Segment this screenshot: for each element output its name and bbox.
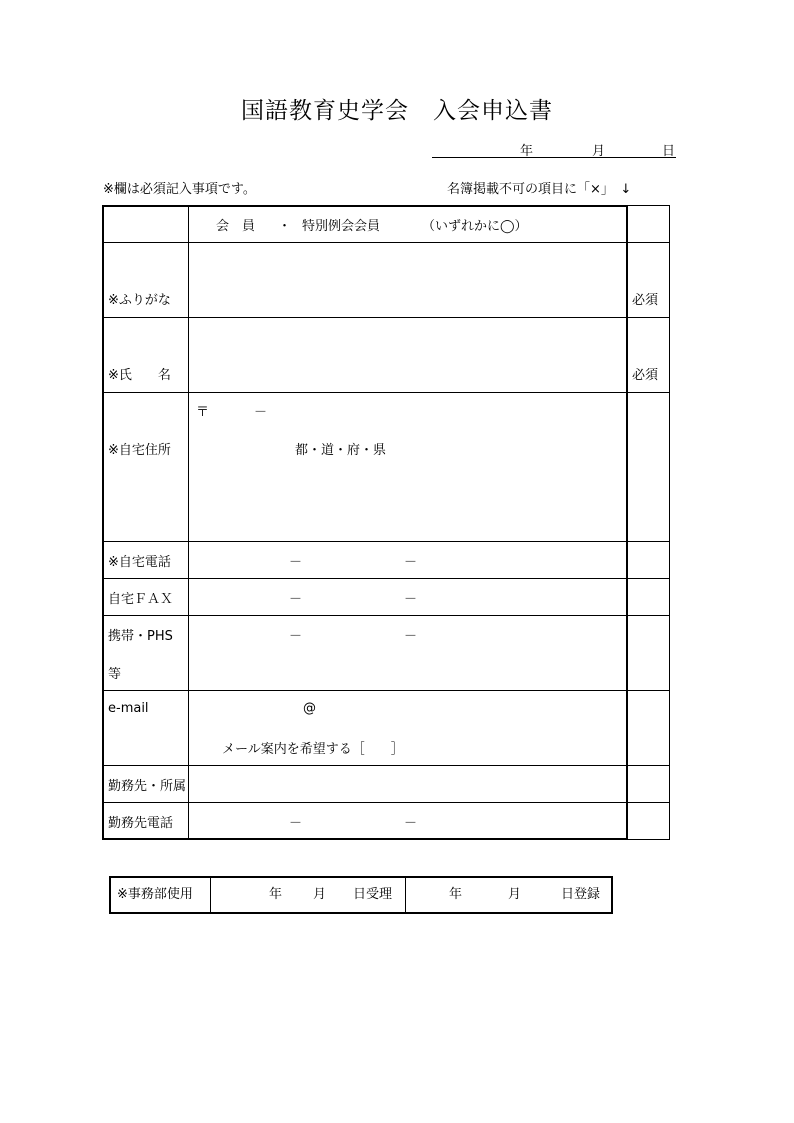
received-month: 月 [313, 887, 327, 902]
phone-label: ※自宅電話 [108, 555, 171, 570]
row-line [102, 615, 670, 616]
row-line [102, 802, 670, 803]
required-note: ※欄は必須記入事項です。 [103, 182, 256, 197]
registered-day: 日登録 [561, 887, 601, 902]
registered-month: 月 [508, 887, 522, 902]
row-line [102, 541, 670, 542]
furigana-label: ※ふりがな [108, 293, 171, 308]
label-divider [188, 205, 189, 840]
membership-dot: ・ [278, 219, 292, 234]
prefecture-options: 都・道・府・県 [295, 443, 387, 458]
email-at: @ [303, 701, 316, 716]
postal-dash: － [254, 405, 268, 420]
membership-member[interactable]: 会 員 [216, 219, 256, 234]
work-phone-label: 勤務先電話 [108, 816, 174, 831]
mobile-dash-2: － [404, 629, 418, 644]
office-use-box [109, 876, 613, 914]
phone-dash-1: － [289, 555, 303, 570]
office-divider-2 [405, 878, 406, 912]
mobile-label: 携帯・PHS [108, 629, 173, 644]
registered-year: 年 [449, 887, 463, 902]
fax-dash-2: － [404, 592, 418, 607]
extra-col-bottom [626, 839, 670, 840]
row-line [102, 242, 670, 243]
row-line [102, 392, 670, 393]
page-title: 国語教育史学会 入会申込書 [241, 98, 553, 124]
fax-dash-1: － [289, 592, 303, 607]
work-phone-dash-1: － [289, 816, 303, 831]
row-line [102, 765, 670, 766]
work-label: 勤務先・所属 [108, 779, 187, 794]
received-day: 日受理 [353, 887, 393, 902]
furigana-required: 必須 [632, 293, 659, 308]
work-phone-dash-2: － [404, 816, 418, 831]
postal-mark: 〒 [196, 405, 210, 420]
membership-hint: （いずれかに◯） [422, 219, 528, 234]
name-required: 必須 [632, 368, 659, 383]
row-line [102, 317, 670, 318]
phone-dash-2: － [404, 555, 418, 570]
directory-note: 名簿掲載不可の項目に「×」 ↓ [447, 182, 632, 197]
row-line [102, 690, 670, 691]
mobile-label-etc: 等 [108, 667, 122, 682]
date-day: 日 [662, 144, 676, 159]
fax-label: 自宅ＦＡＸ [108, 592, 174, 607]
mail-preference[interactable]: メール案内を希望する［ ］ [222, 742, 404, 757]
date-month: 月 [592, 144, 606, 159]
date-underline [432, 156, 676, 158]
date-year: 年 [520, 144, 534, 159]
received-year: 年 [269, 887, 283, 902]
office-divider [210, 878, 211, 912]
mobile-dash-1: － [289, 629, 303, 644]
extra-col-top [626, 205, 670, 206]
address-label: ※自宅住所 [108, 443, 171, 458]
membership-special[interactable]: 特別例会会員 [302, 219, 381, 234]
row-line [102, 578, 670, 579]
application-form [102, 205, 670, 840]
email-label: e-mail [108, 701, 149, 716]
office-label: ※事務部使用 [117, 887, 193, 902]
name-label: ※氏 名 [108, 368, 171, 383]
extra-col-right [669, 205, 670, 840]
